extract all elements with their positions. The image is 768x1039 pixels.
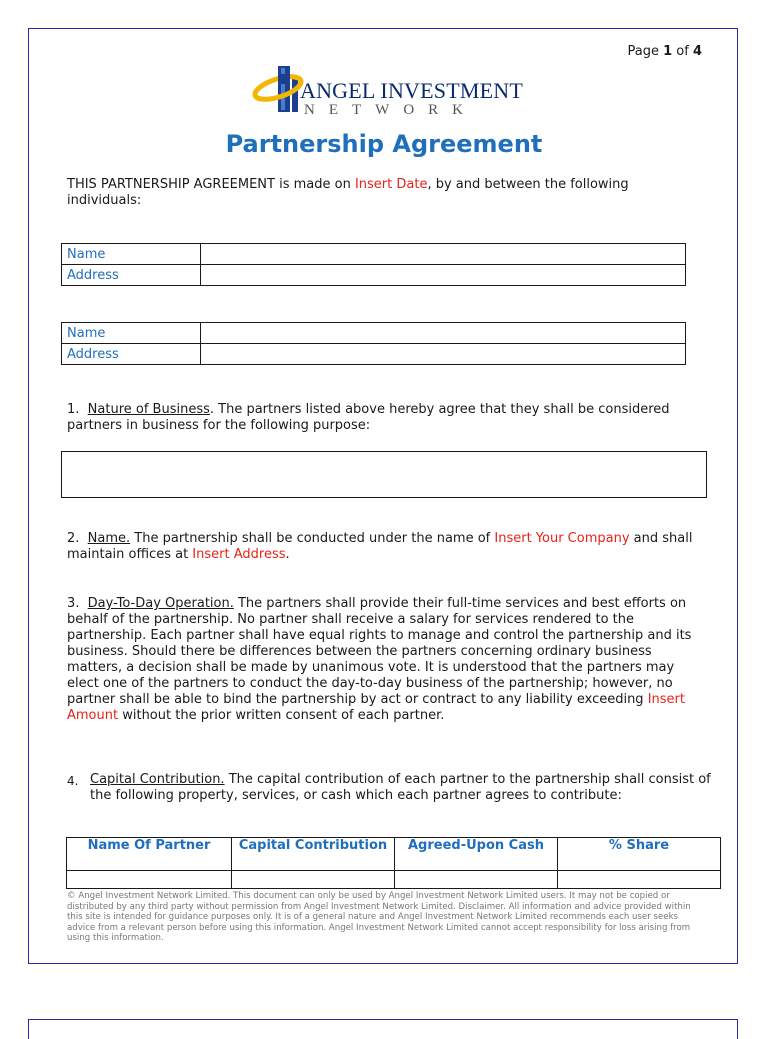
intro-before: THIS PARTNERSHIP AGREEMENT is made on [67,177,355,192]
section-2-text-3: . [285,547,290,562]
agreed-upon-cash-cell[interactable] [395,871,558,889]
section-3-number: 3. [67,596,80,611]
table-row [67,871,721,889]
party-2-name-field[interactable] [201,323,686,344]
party-1-address-row [62,265,686,286]
page-counter [627,44,702,59]
section-4-heading: Capital Contribution. [90,772,225,787]
percent-share-cell[interactable] [558,871,721,889]
party-1-name-field[interactable] [201,244,686,265]
section-4-number: 4. [67,774,79,788]
section-1-text: . The partners listed above hereby agree that they shall be considered partners in business for the following purpose: [67,402,670,433]
party-1-table [61,243,686,286]
party-1-address-label: Address [62,265,201,286]
col-header-name-of-partner: Name Of Partner [67,838,232,871]
section-3-text-2: without the prior written consent of each partner. [118,708,445,723]
intro-after: , by and between the following individuals: [67,177,629,208]
party-2-address-field[interactable] [201,344,686,365]
party-2-address-row [62,344,686,365]
party-2-name-row [62,323,686,344]
col-header-capital-contribution: Capital Contribution [232,838,395,871]
capital-table-header-row [67,838,721,871]
section-2-text-2: and shall maintain offices at [67,531,693,562]
capital-contribution-table [66,837,721,889]
section-2-text-1: The partnership shall be conducted under the name of [130,531,495,546]
section-3-text-1: The partners shall provide their full-time services and best efforts on behalf of the partnership. No partner shall receive a salary for services rendered to the partnership. Each partner shall have equal rights to manage and control the partnership and its business. Should there be differences between the partners concerning ordinary business matters, a decision shall be made by unanimous vote. It is understood that the partners may elect one of the partners to conduct the day-to-day business of the partnership; however, no partner shall be able to bind the partnership by act or contract to any liability exceeding [67,596,692,707]
business-purpose-field[interactable] [61,451,707,498]
logo-name: ANGEL INVESTMENT [300,78,523,103]
insert-address-placeholder[interactable]: Insert Address [192,547,286,562]
col-header-agreed-upon-cash: Agreed-Upon Cash [395,838,558,871]
insert-company-placeholder[interactable]: Insert Your Company [494,531,630,546]
section-3-heading: Day-To-Day Operation. [87,596,234,611]
section-3-day-to-day-operation [67,596,707,724]
party-1-name-row [62,244,686,265]
party-2-table [61,322,686,365]
next-page-frame [28,1019,738,1039]
col-header-percent-share: % Share [558,838,721,871]
disclaimer-footer: © Angel Investment Network Limited. This document can only be used by Angel Investment Network Limited users. It may not be copied or distributed by any third party without permission from Angel Investment Network Limited. Disclaimer. All information and advice provided within this site is intended for guidance purposes only. It is of a general nature and Angel Investment Network Limited recommends each user seeks advice from a relevant person before using this information. Angel Investment Network Limited cannot accept responsibility for loss arising from using this information. [67,891,691,943]
section-2-number: 2. [67,531,80,546]
party-1-name-label: Name [62,244,201,265]
party-2-name-label: Name [62,323,201,344]
page-counter-prefix: Page [627,44,659,59]
page-total: 4 [692,44,702,59]
section-4-capital-contribution [90,772,720,804]
insert-date-placeholder[interactable]: Insert Date [354,177,428,192]
intro-paragraph [67,177,687,209]
capital-contribution-cell[interactable] [232,871,395,889]
section-1-heading: Nature of Business [87,402,210,417]
page-counter-separator: of [676,44,689,59]
party-1-address-field[interactable] [201,265,686,286]
page-current: 1 [663,44,673,59]
logo-subtitle: NETWORK [304,102,477,118]
section-2-heading: Name. [87,531,131,546]
angel-investment-network-logo [252,62,523,120]
insert-amount-placeholder[interactable]: Insert Amount [67,692,685,723]
party-2-address-label: Address [62,344,201,365]
section-1-nature-of-business [67,402,707,434]
section-4-text: The capital contribution of each partner to the partnership shall consist of the following property, services, or cash which each partner agrees to contribute: [90,772,711,803]
document-title: Partnership Agreement [225,130,543,158]
partner-name-cell[interactable] [67,871,232,889]
section-1-number: 1. [67,402,80,417]
section-2-name [67,531,707,563]
